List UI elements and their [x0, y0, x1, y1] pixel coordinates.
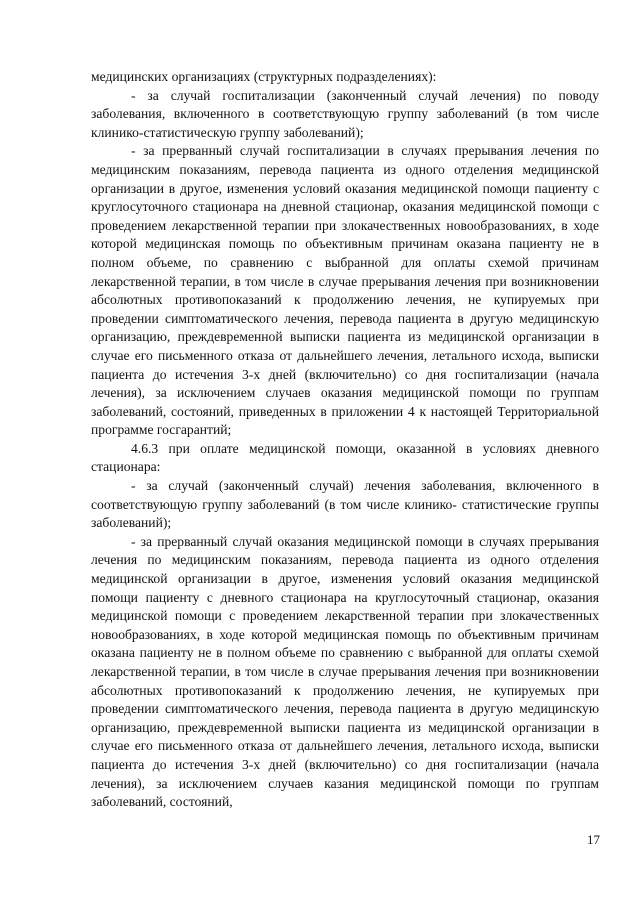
paragraph: медицинских организациях (структурных подразделениях): — [91, 69, 437, 84]
paragraph: 4.6.3 при оплате медицинской помощи, оказанной в условиях дневного стационара: — [91, 440, 599, 475]
paragraph: - за случай (законченный случай) лечения заболевания, включенного в соответствующую группу заболеваний (в том числе клинико- статистические группы заболеваний); — [91, 478, 599, 531]
page-number: 17 — [587, 832, 600, 847]
paragraph: - за прерванный случай госпитализации в случаях прерывания лечения по медицинским показаниям, перевода пациента из одного отделения медицинской организации в другое, изменения условий оказания медицинской помощи пациенту с круглосуточного стационара на дневной стационар, оказания медицинской помощи с проведением лекарственной терапии при злокачественных новообразованиях, в ходе которой медицинская помощь по объективным причинам оказана пациенту не в полном объеме, по сравнению с выбранной для оплаты схемой причинам лекарственной терапии, в том числе в случае прерывания лечения при возникновении абсолютных противопоказаний к продолжению лечения, не купируемых при проведении симптоматического лечения, перевода пациента в другую медицинскую организацию, преждевременной выписки пациента из медицинской организации в случае его письменного отказа от дальнейшего лечения, летального исхода, выписки пациента до истечения 3-х дней (включительно) со дня госпитализации (начала лечения), за исключением случаев оказания медицинской помощи по группам заболеваний, состояний, приведенных в приложении 4 к настоящей Территориальной программе госгарантий; — [91, 143, 599, 438]
paragraph: - за случай госпитализации (законченный случай лечения) по поводу заболевания, включенного в соответствующую группу заболеваний (в том числе клинико-статистическую группу заболеваний); — [91, 87, 599, 140]
paragraph: - за прерванный случай оказания медицинской помощи в случаях прерывания лечения по медицинским показаниям, перевода пациента из одного отделения медицинской организации в другое, изменения условий оказания медицинской помощи пациенту с дневного стационара на круглосуточный стационар, оказания медицинской помощи с проведением лекарственной терапии при злокачественных новообразованиях, в ходе которой медицинская помощь по объективным причинам оказана пациенту не в полном объеме по сравнению с выбранной для оплаты схемой лекарственной терапии, в том числе в случае прерывания лечения при возникновении абсолютных противопоказаний к продолжению лечения, не купируемых при проведении симптоматического лечения, перевода пациента в другую медицинскую организацию, преждевременной выписки пациента из медицинской организации в случае его письменного отказа от дальнейшего лечения, летального исхода, выписки пациента до истечения 3-х дней (включительно) со дня госпитализации (начала лечения), за исключением случаев казания медицинской помощи по группам заболеваний, состояний, — [91, 533, 599, 810]
document-body — [91, 68, 599, 812]
